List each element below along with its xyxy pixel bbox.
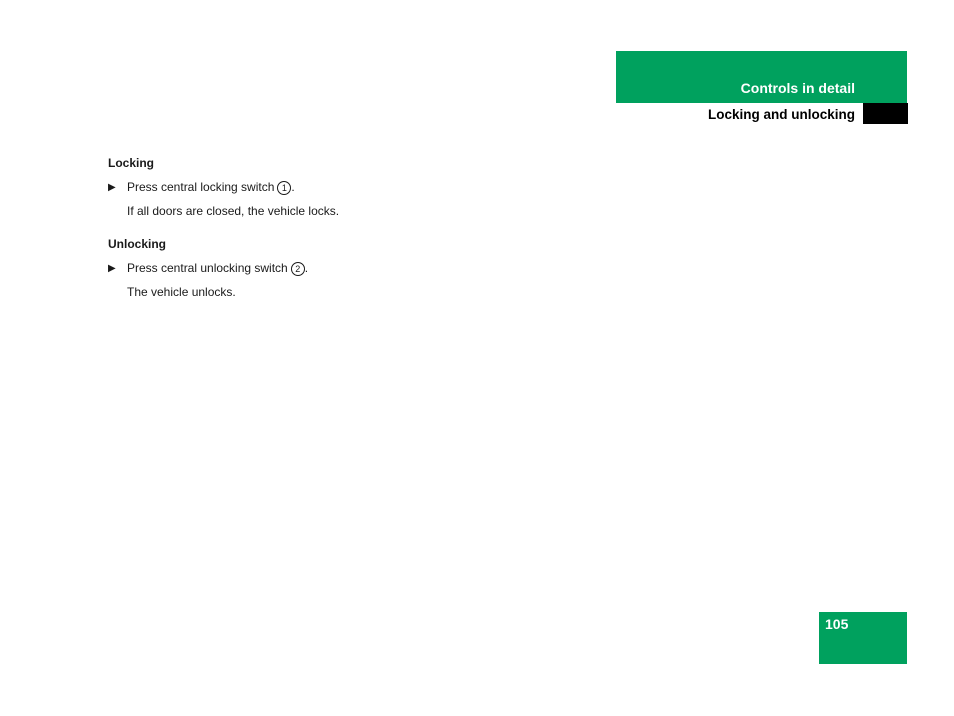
unlocking-result: The vehicle unlocks. [127,285,236,299]
locking-step-text: Press central locking switch [127,180,275,194]
unlocking-step-text: Press central unlocking switch [127,261,288,275]
page-number-box [819,612,907,664]
unlocking-step-end: . [304,261,309,275]
unlocking-step [108,260,348,277]
locking-step-end: . [291,180,295,194]
triangle-bullet-icon: ▶ [108,182,116,193]
callout-number-icon: 2 [291,262,305,276]
unlocking-heading: Unlocking [108,237,167,251]
locking-result: If all doors are closed, the vehicle locks. [127,204,340,218]
locking-heading: Locking [108,156,155,170]
triangle-bullet-icon: ▶ [108,263,116,274]
callout-number-icon: 1 [277,181,291,195]
main-content [108,155,348,317]
section-title: Controls in detail [740,80,855,96]
section-header-tab [616,51,907,103]
page-number: 105 [825,616,849,632]
locking-step [108,179,348,196]
subsection-title: Locking and unlocking [707,107,855,122]
chapter-marker [863,103,908,124]
